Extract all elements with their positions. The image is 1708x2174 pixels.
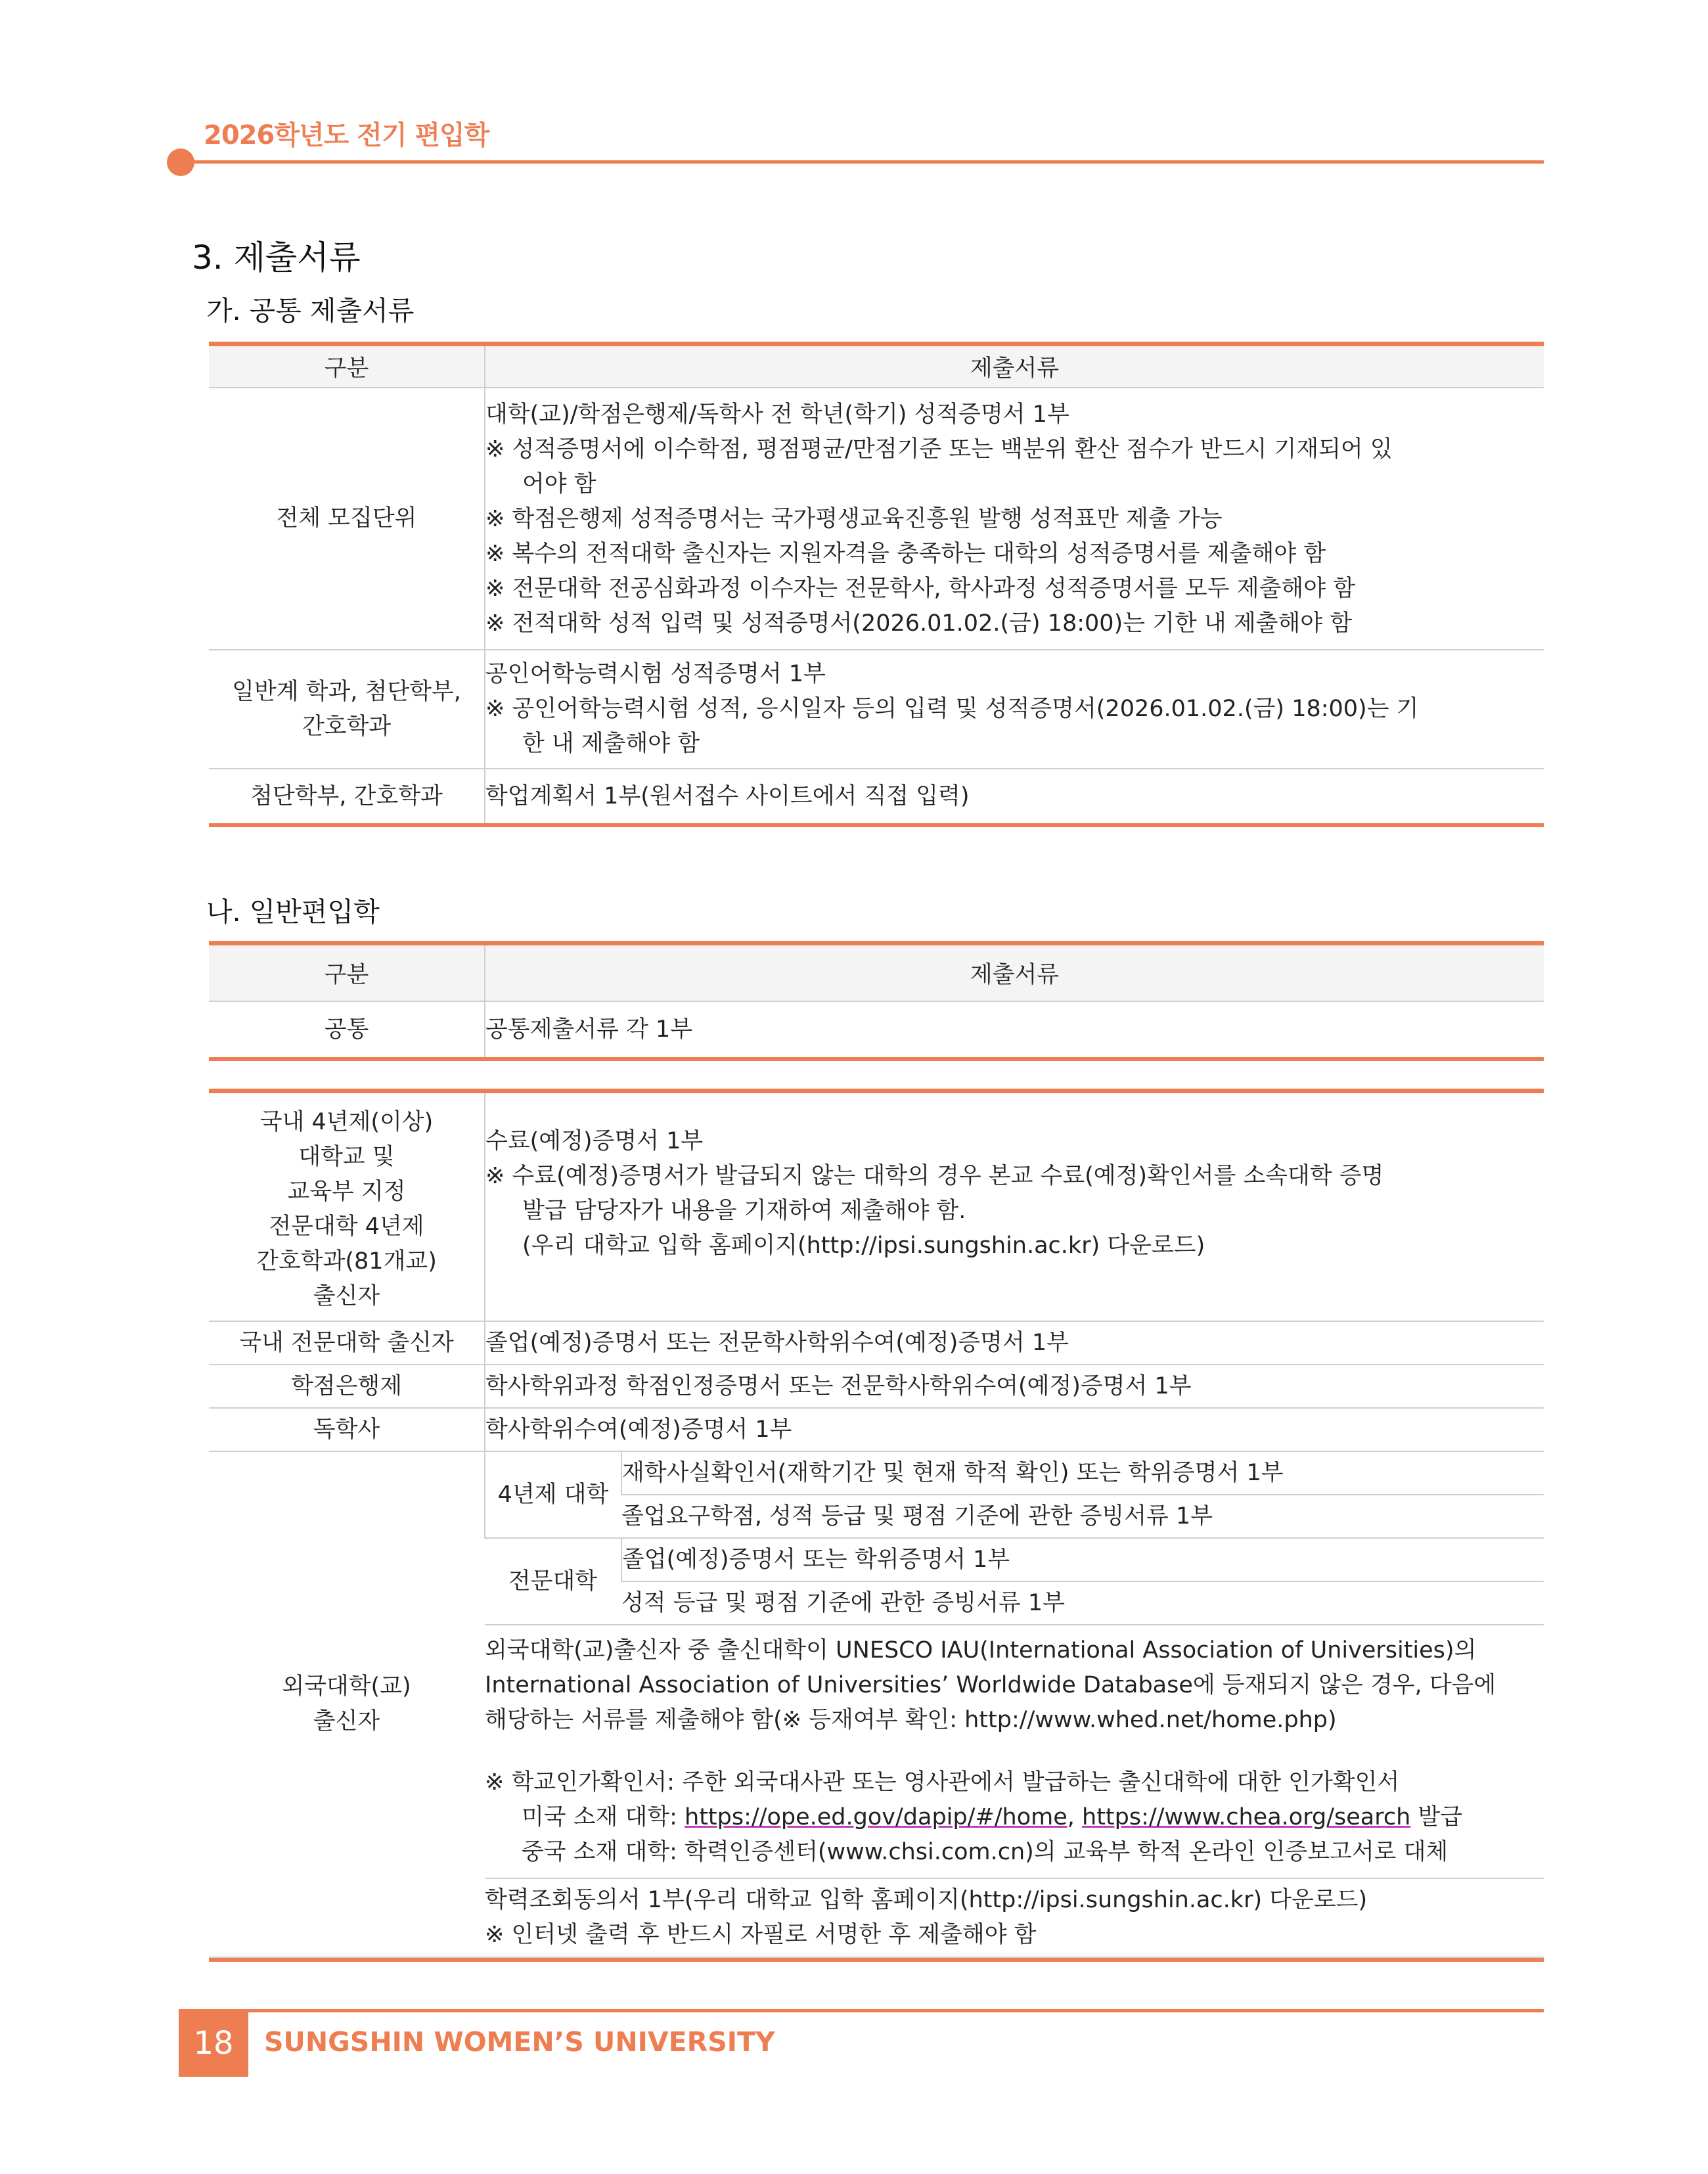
- college-label: 전문대학: [485, 1538, 621, 1625]
- common-docs-title: 가. 공통 제출서류: [206, 295, 415, 327]
- row-docs: [485, 1091, 1544, 1322]
- table-row: [209, 1321, 1544, 1365]
- doc-line: 수료(예정)증명서 1부: [485, 1128, 704, 1154]
- row-category: 외국대학(교) 출신자: [209, 1451, 485, 1957]
- doc-note: ※ 공인어학능력시험 성적, 응시일자 등의 입력 및 성적증명서(2026.01.02.(금) 18:00)는 기한 내 제출해야 함: [485, 696, 1419, 757]
- header-rule: [179, 160, 1544, 164]
- doc-note: 중국 소재 대학: 학력인증센터(www.chsi.com.cn)의 교육부 학적 온라인 인증보고서로 대체: [522, 1839, 1449, 1865]
- general-title: 나. 일반편입학: [206, 896, 380, 928]
- table-row: [209, 1365, 1544, 1408]
- table-row: [209, 1001, 1544, 1059]
- footer-rule: [179, 2009, 1544, 2012]
- chea-link[interactable]: https://www.chea.org/search: [1082, 1804, 1411, 1830]
- doc-note: ※ 학점은행제 성적증명서는 국가평생교육진흥원 발행 성적표만 제출 가능: [485, 506, 1223, 532]
- row-docs: [485, 388, 1544, 650]
- doc-note: ※ 수료(예정)증명서가 발급되지 않는 대학의 경우 본교 수료(예정)확인서를 소속대학 증명발급 담당자가 내용을 기재하여 제출해야 함.: [485, 1163, 1384, 1224]
- header-category: 구분: [209, 344, 485, 388]
- doc-note: ※ 복수의 전적대학 출신자는 지원자격을 충족하는 대학의 성적증명서를 제출해야 함: [485, 541, 1326, 567]
- header-docs: 제출서류: [485, 344, 1544, 388]
- row-docs: 성적 등급 및 평점 기준에 관한 증빙서류 1부: [621, 1581, 1544, 1625]
- us-universities-line: 미국 소재 대학: https://ope.ed.gov/dapip/#/home, https://www.chea.org/search 발급: [522, 1804, 1463, 1830]
- row-category: 독학사: [209, 1408, 485, 1451]
- header-dot: [167, 148, 194, 176]
- row-category: 공통: [209, 1001, 485, 1059]
- table-row: [209, 1451, 1544, 1495]
- row-docs: 공통제출서류 각 1부: [485, 1001, 1544, 1059]
- common-docs-table: [209, 342, 1544, 827]
- table-row: [209, 769, 1544, 825]
- table-row: [209, 1091, 1544, 1322]
- header-docs: 제출서류: [485, 943, 1544, 1002]
- ope-link[interactable]: https://ope.ed.gov/dapip/#/home: [685, 1804, 1068, 1830]
- page-number: 18: [179, 2009, 248, 2077]
- row-category: 일반계 학과, 첨단학부, 간호학과: [209, 650, 485, 769]
- row-docs: 졸업(예정)증명서 또는 학위증명서 1부: [621, 1538, 1544, 1581]
- doc-note: ※ 전문대학 전공심화과정 이수자는 전문학사, 학사과정 성적증명서를 모두 제출해야 함: [485, 576, 1355, 602]
- row-category: 국내 전문대학 출신자: [209, 1321, 485, 1365]
- row-docs: 학사학위수여(예정)증명서 1부: [485, 1408, 1544, 1451]
- table-row: [209, 1408, 1544, 1451]
- row-category: 학점은행제: [209, 1365, 485, 1408]
- row-category: 첨단학부, 간호학과: [209, 769, 485, 825]
- row-category: 국내 4년제(이상) 대학교 및 교육부 지정 전문대학 4년제 간호학과(81개교) 출신자: [209, 1091, 485, 1322]
- section-title: 3. 제출서류: [192, 238, 361, 277]
- row-docs: [485, 1878, 1544, 1957]
- doc-line: 외국대학(교)출신자 중 출신대학이 UNESCO IAU(International Association of Universities)의 International Association of Universities’ Worldwide Database에 등재되지 않은 경우, 다음에 해당하는 서류를 제출해야 함(※ 등재여부 확인: http://www.whed.net/home.php): [485, 1637, 1496, 1733]
- doc-note: (우리 대학교 입학 홈페이지(http://ipsi.sungshin.ac.kr) 다운로드): [522, 1233, 1205, 1259]
- doc-line: 대학(교)/학점은행제/독학사 전 학년(학기) 성적증명서 1부: [485, 401, 1069, 428]
- doc-note: ※ 인터넷 출력 후 반드시 자필로 서명한 후 제출해야 함: [485, 1922, 1037, 1948]
- table-row: [209, 650, 1544, 769]
- row-category: 전체 모집단위: [209, 388, 485, 650]
- row-docs: [485, 650, 1544, 769]
- row-docs: 재학사실확인서(재학기간 및 현재 학적 확인) 또는 학위증명서 1부: [621, 1451, 1544, 1495]
- doc-note: ※ 성적증명서에 이수학점, 평점평균/만점기준 또는 백분위 환산 점수가 반드시 기재되어 있어야 함: [485, 436, 1393, 497]
- row-docs: 학업계획서 1부(원서접수 사이트에서 직접 입력): [485, 769, 1544, 825]
- row-docs: 학사학위과정 학점인정증명서 또는 전문학사학위수여(예정)증명서 1부: [485, 1365, 1544, 1408]
- table-header-row: [209, 943, 1544, 1002]
- row-docs: 졸업(예정)증명서 또는 전문학사학위수여(예정)증명서 1부: [485, 1321, 1544, 1365]
- four-year-label: 4년제 대학: [485, 1451, 621, 1538]
- footer-university: SUNGSHIN WOMEN’S UNIVERSITY: [264, 2026, 775, 2058]
- table-header-row: [209, 344, 1544, 388]
- doc-note: ※ 학교인가확인서: 주한 외국대사관 또는 영사관에서 발급하는 출신대학에 대한 인가확인서: [485, 1769, 1400, 1796]
- row-docs: 졸업요구학점, 성적 등급 및 평점 기준에 관한 증빙서류 1부: [621, 1495, 1544, 1538]
- doc-note: ※ 전적대학 성적 입력 및 성적증명서(2026.01.02.(금) 18:00)는 기한 내 제출해야 함: [485, 610, 1353, 637]
- table-row: [209, 388, 1544, 650]
- doc-line: 학력조회동의서 1부(우리 대학교 입학 홈페이지(http://ipsi.sungshin.ac.kr) 다운로드): [485, 1887, 1368, 1913]
- doc-line: 공인어학능력시험 성적증명서 1부: [485, 661, 826, 687]
- general-docs-table: [209, 941, 1544, 1962]
- header-category: 구분: [209, 943, 485, 1002]
- header-title: 2026학년도 전기 편입학: [204, 120, 489, 150]
- row-docs: [485, 1625, 1544, 1878]
